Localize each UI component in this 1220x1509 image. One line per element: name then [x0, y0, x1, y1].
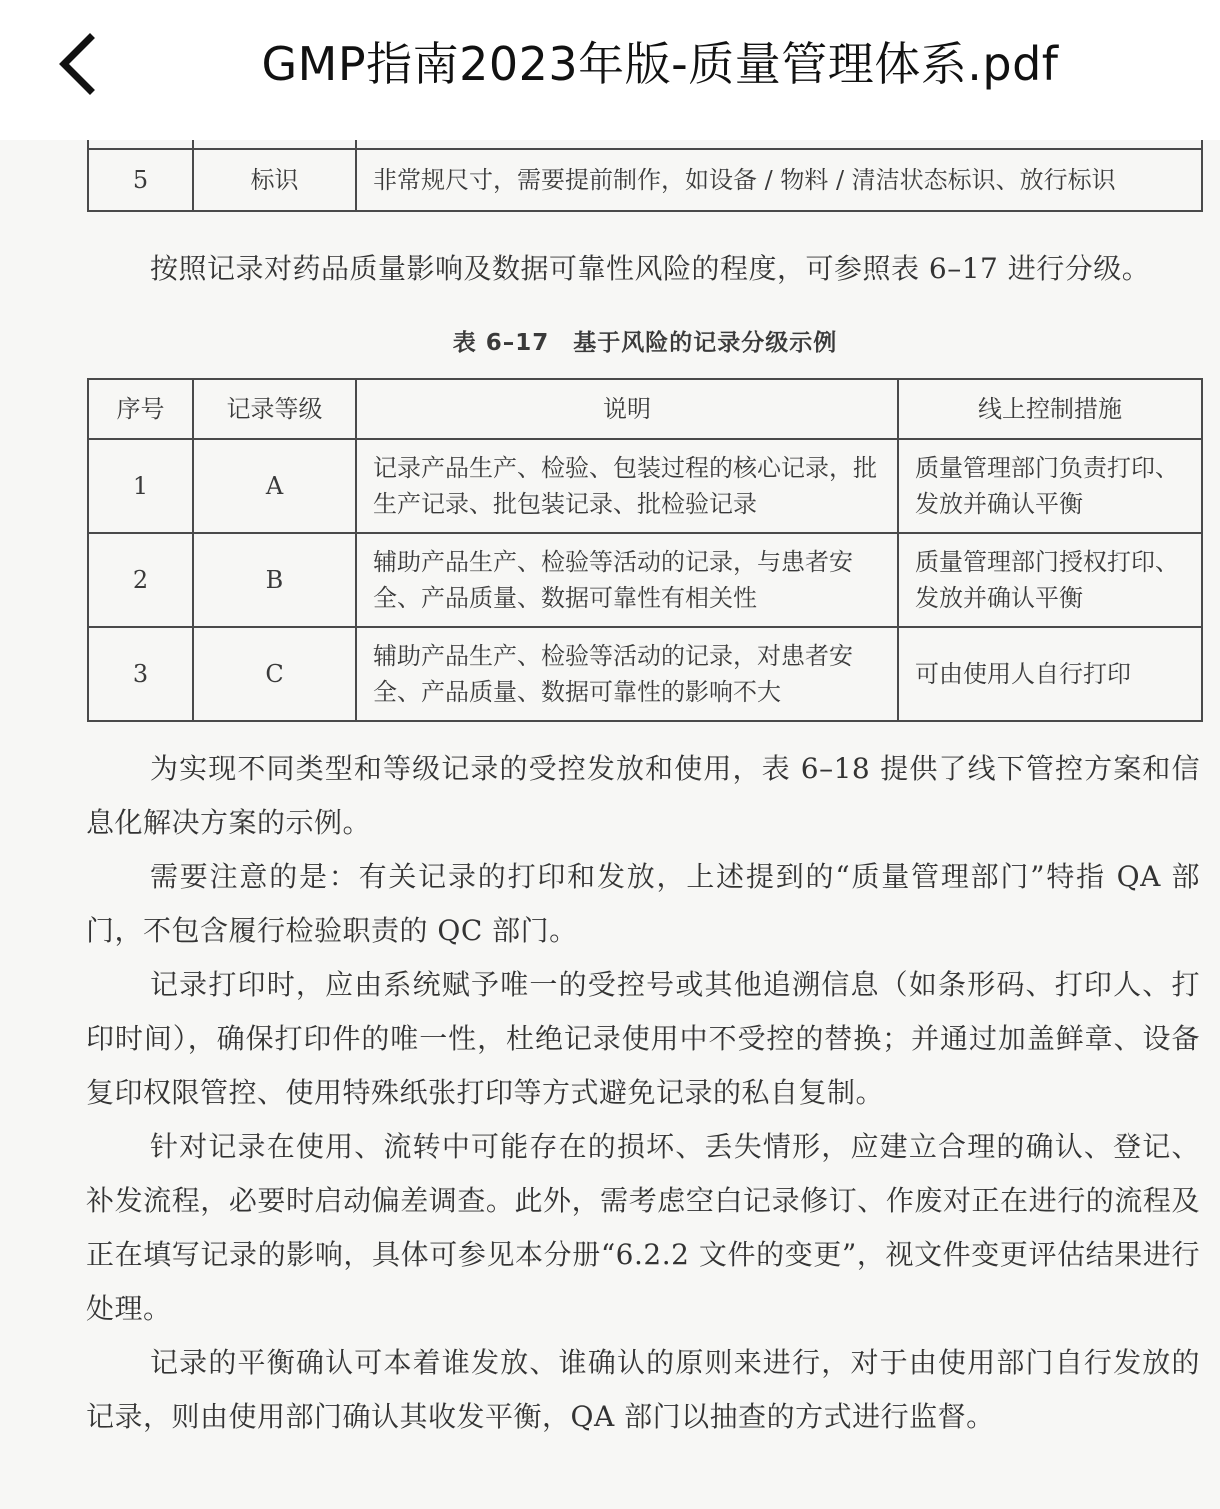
record-type: 标识	[193, 149, 356, 211]
column-header: 序号	[88, 379, 193, 439]
online-control-measure: 可由使用人自行打印	[898, 627, 1202, 721]
body-paragraph: 需要注意的是：有关记录的打印和发放，上述提到的“质量管理部门”特指 QA 部门，不包含履行检验职责的 QC 部门。	[86, 860, 1200, 947]
body-paragraph: 记录打印时，应由系统赋予唯一的受控号或其他追溯信息（如条形码、打印人、打印时间），确保打印件的唯一性，杜绝记录使用中不受控的替换；并通过加盖鲜章、设备复印权限管控、使用特殊纸张打印等方式避免记录的私自复制。	[86, 968, 1200, 1109]
table-row	[88, 439, 1202, 533]
row-number: 5	[88, 149, 193, 211]
table-row	[88, 627, 1202, 721]
chevron-left-icon	[48, 22, 112, 106]
table-row	[88, 533, 1202, 627]
table-row	[88, 149, 1202, 211]
level-description: 记录产品生产、检验、包装过程的核心记录，批生产记录、批包装记录、批检验记录	[356, 439, 898, 533]
row-number: 1	[88, 439, 193, 533]
document-title: GMP指南2023年版-质量管理体系.pdf	[261, 37, 1059, 91]
body-paragraph: 记录的平衡确认可本着谁发放、谁确认的原则来进行，对于由使用部门自行发放的记录，则由使用部门确认其收发平衡，QA 部门以抽查的方式进行监督。	[86, 1346, 1200, 1433]
online-control-measure: 质量管理部门负责打印、发放并确认平衡	[898, 439, 1202, 533]
table-header-row	[88, 379, 1202, 439]
online-control-measure: 质量管理部门授权打印、发放并确认平衡	[898, 533, 1202, 627]
top-bar	[0, 0, 1220, 140]
record-level: B	[193, 533, 356, 627]
intro-paragraph: 按照记录对药品质量影响及数据可靠性风险的程度，可参照表 6–17 进行分级。	[150, 252, 1151, 285]
table-row	[88, 140, 1202, 149]
row-description: 非常规尺寸，需要提前制作，如设备 / 物料 / 清洁状态标识、放行标识	[356, 149, 1202, 211]
body-paragraph: 针对记录在使用、流转中可能存在的损坏、丢失情形，应建立合理的确认、登记、补发流程，必要时启动偏差调查。此外，需考虑空白记录修订、作废对正在进行的流程及正在填写记录的影响，具体可参见本分册“6.2.2 文件的变更”，视文件变更评估结果进行处理。	[86, 1130, 1200, 1325]
column-header: 说明	[356, 379, 898, 439]
column-header: 线上控制措施	[898, 379, 1202, 439]
level-description: 辅助产品生产、检验等活动的记录，对患者安全、产品质量、数据可靠性的影响不大	[356, 627, 898, 721]
row-number: 3	[88, 627, 193, 721]
level-description: 辅助产品生产、检验等活动的记录，与患者安全、产品质量、数据可靠性有相关性	[356, 533, 898, 627]
row-number: 2	[88, 533, 193, 627]
back-button[interactable]	[48, 22, 112, 106]
table-caption: 表 6–17 基于风险的记录分级示例	[452, 330, 838, 356]
record-level: C	[193, 627, 356, 721]
column-header: 记录等级	[193, 379, 356, 439]
record-level: A	[193, 439, 356, 533]
pdf-page[interactable]	[0, 140, 1220, 1509]
body-paragraph: 为实现不同类型和等级记录的受控发放和使用，表 6–18 提供了线下管控方案和信息化解决方案的示例。	[86, 752, 1200, 839]
risk-grading-table	[87, 378, 1203, 722]
previous-table-fragment	[87, 140, 1203, 212]
